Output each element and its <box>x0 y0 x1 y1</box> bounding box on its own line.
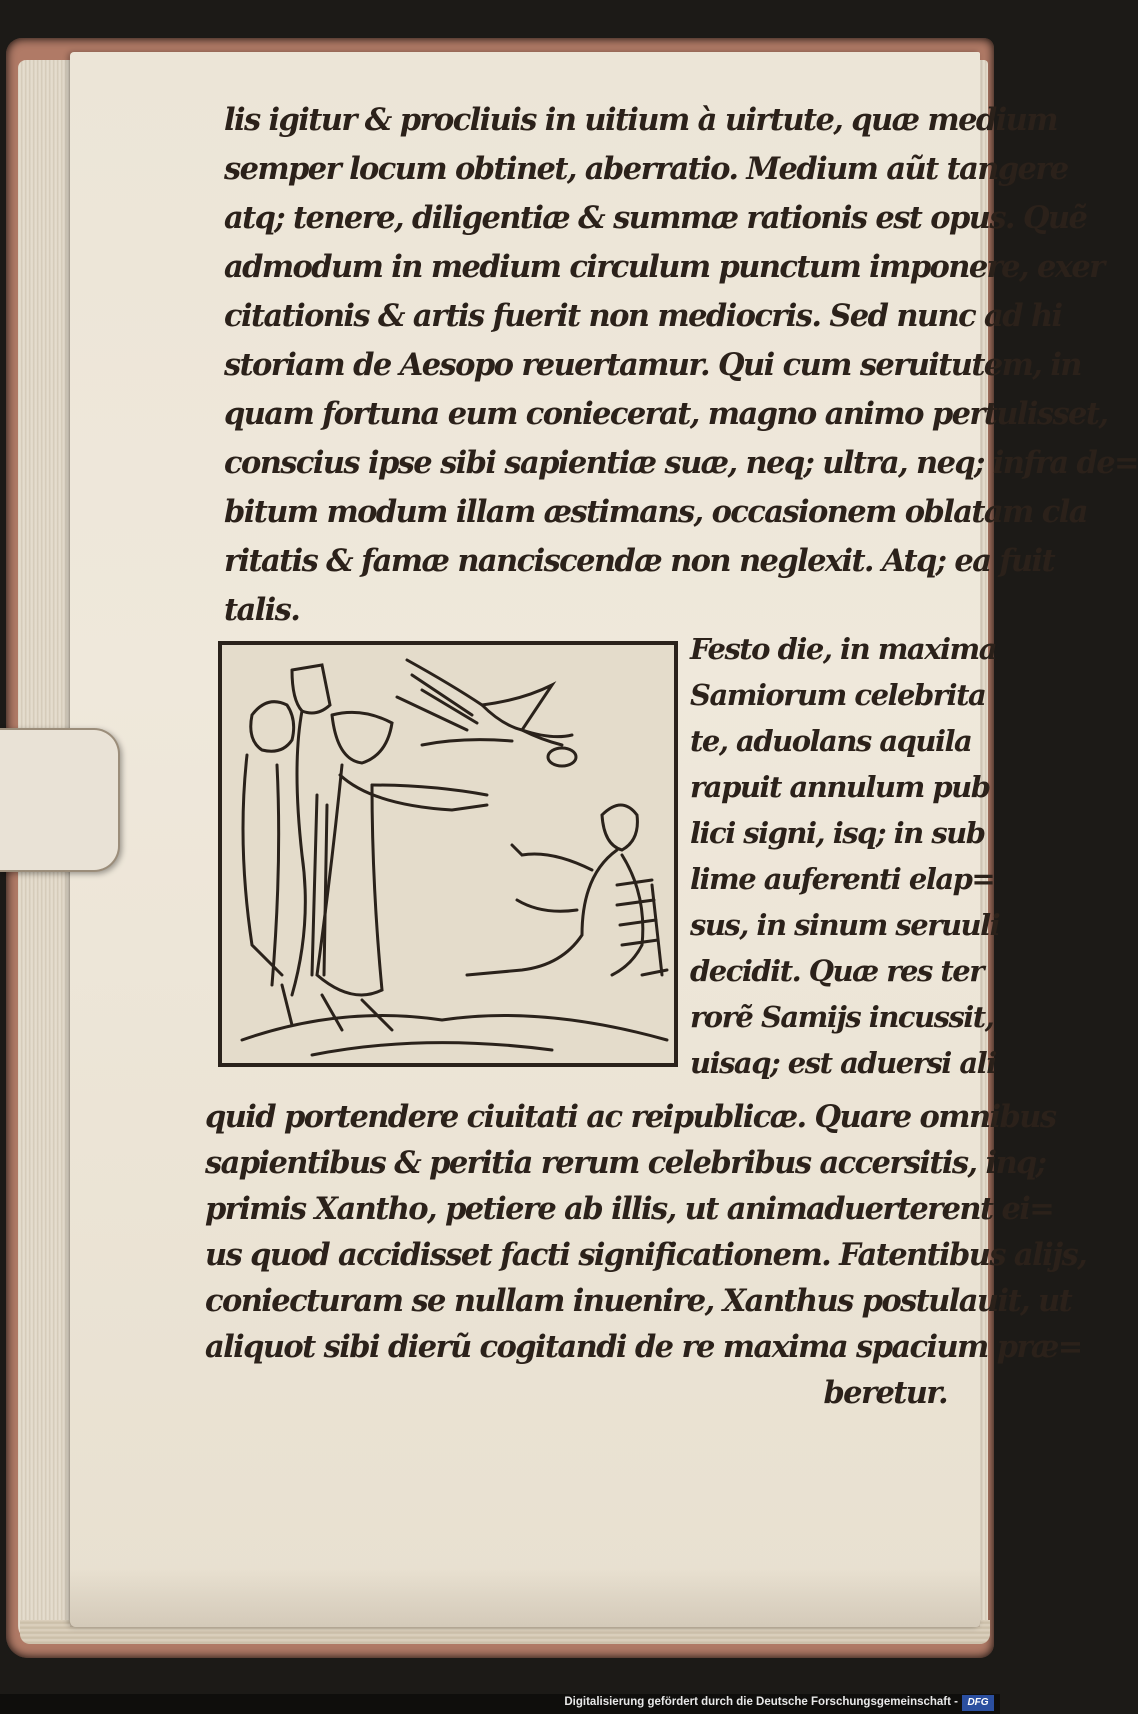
text-line: lime auferenti elap= <box>690 862 995 896</box>
text-line: admodum in medium circulum punctum imponere, exer <box>224 249 1104 285</box>
text-line: bitum modum illam æstimans, occasionem oblatam cla <box>224 494 1087 530</box>
text-line: aliquot sibi dierũ cogitandi de re maxima spacium præ= <box>205 1329 1082 1365</box>
bookmark-tab <box>0 728 120 872</box>
text-line: semper locum obtinet, aberratio. Medium aũt tangere <box>224 151 1068 187</box>
text-line: rorẽ Samijs incussit, <box>690 1000 994 1034</box>
text-line: atq; tenere, diligentiæ & summæ rationis est opus. Quẽ <box>224 200 1087 236</box>
text-line: coniecturam se nullam inuenire, Xanthus postulauit, ut <box>205 1283 1072 1319</box>
paragraph-bottom <box>205 1099 1087 1424</box>
text-line-last: beretur. <box>823 1375 947 1411</box>
paragraph-beside-woodcut <box>690 632 1000 1095</box>
text-line: rapuit annulum pub <box>690 770 990 804</box>
text-line: uisaq; est aduersi ali <box>690 1046 996 1080</box>
text-line: sus, in sinum seruuli <box>690 908 1000 942</box>
text-line: primis Xantho, petiere ab illis, ut animaduerterent ei= <box>205 1191 1054 1227</box>
text-line: quam fortuna eum coniecerat, magno animo pertulisset, <box>224 396 1108 432</box>
text-line: conscius ipse sibi sapientiæ suæ, neq; ultra, neq; infra de= <box>224 445 1138 481</box>
text-line: storiam de Aesopo reuertamur. Qui cum seruitutem, in <box>224 347 1081 383</box>
text-line: te, aduolans aquila <box>690 724 972 758</box>
text-line: Festo die, in maxima <box>690 632 997 666</box>
woodcut-illustration <box>218 641 678 1067</box>
text-line: citationis & artis fuerit non mediocris. Sed nunc ad hi <box>224 298 1062 334</box>
footer-credit: Digitalisierung gefördert durch die Deutsche Forschungsgemeinschaft - <box>564 1696 958 1708</box>
text-line: Samiorum celebrita <box>690 678 986 712</box>
text-line: decidit. Quæ res ter <box>690 954 984 988</box>
text-line: talis. <box>224 592 300 628</box>
text-line: sapientibus & peritia rerum celebribus accersitis, inq; <box>205 1145 1046 1181</box>
digitization-footer <box>0 1694 1000 1714</box>
dfg-logo: DFG <box>962 1695 994 1711</box>
text-line: lis igitur & procliuis in uitium à uirtute, quæ medium <box>224 102 1057 138</box>
text-line: lici signi, isq; in sub <box>690 816 985 850</box>
text-line: us quod accidisset facti significationem. Fatentibus alijs, <box>205 1237 1087 1273</box>
paragraph-top <box>224 102 1138 644</box>
woodcut-eagle-ring-scene <box>222 645 674 1063</box>
text-line: ritatis & famæ nanciscendæ non neglexit. Atq; ea fuit <box>224 543 1054 579</box>
text-line: quid portendere ciuitati ac reipublicæ. Quare omnibus <box>205 1099 1056 1135</box>
